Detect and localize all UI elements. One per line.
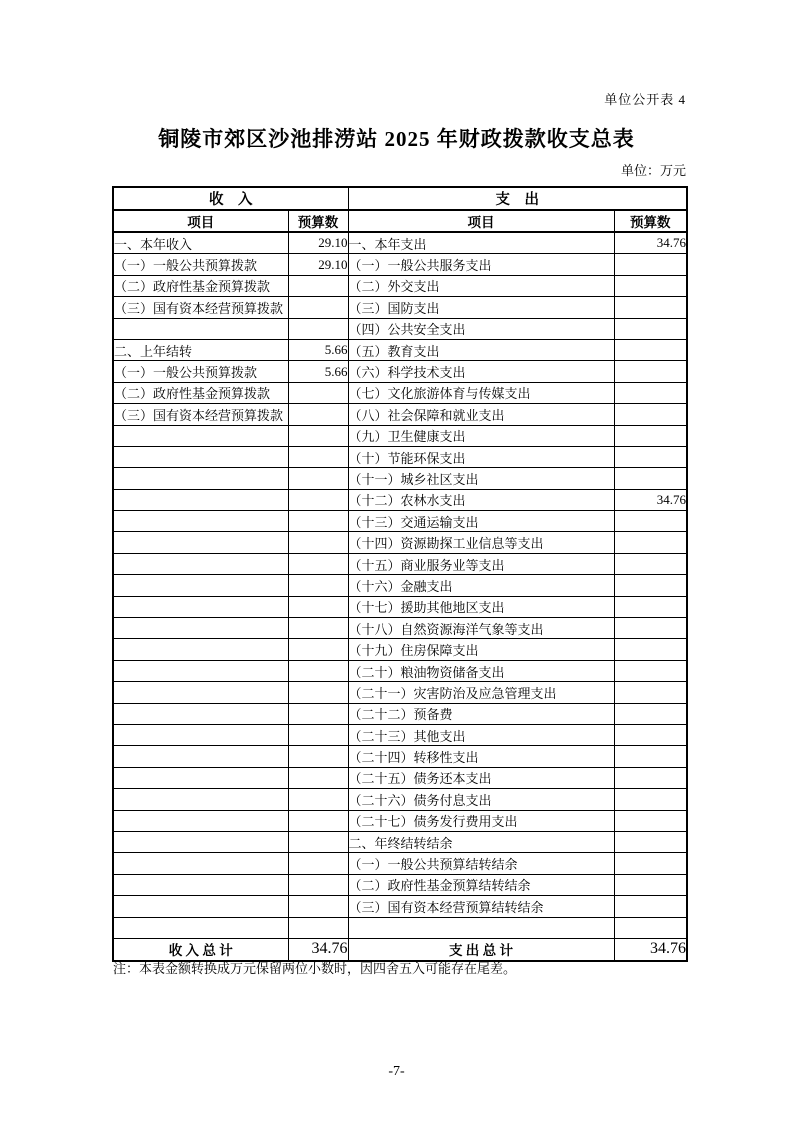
income-item-cell: [113, 553, 288, 574]
income-item-cell: [113, 917, 288, 938]
expenditure-value-cell: [614, 575, 687, 596]
income-value-cell: 29.10: [288, 232, 348, 254]
expenditure-value-cell: [614, 425, 687, 446]
income-item-cell: [113, 446, 288, 467]
section-header-row: [113, 187, 687, 210]
income-value-cell: [288, 553, 348, 574]
income-item-cell: [113, 532, 288, 553]
income-value-cell: [288, 853, 348, 874]
income-value-cell: [288, 511, 348, 532]
income-item-cell: （一）一般公共预算拨款: [113, 361, 288, 382]
expenditure-value-cell: [614, 767, 687, 788]
expenditure-item-cell: （三）国防支出: [348, 297, 614, 318]
expenditure-item-cell: （六）科学技术支出: [348, 361, 614, 382]
income-item-cell: [113, 703, 288, 724]
table-row: [113, 874, 687, 895]
income-value-cell: [288, 703, 348, 724]
income-item-cell: （三）国有资本经营预算拨款: [113, 297, 288, 318]
table-row: [113, 746, 687, 767]
income-item-cell: [113, 318, 288, 339]
expenditure-value-cell: [614, 553, 687, 574]
expenditure-value-cell: [614, 382, 687, 403]
table-row: [113, 232, 687, 254]
expenditure-item-cell: （三）国有资本经营预算结转结余: [348, 896, 614, 917]
table-row: [113, 596, 687, 617]
expenditure-value-cell: 34.76: [614, 489, 687, 510]
income-item-cell: [113, 831, 288, 852]
income-item-column-header: 项目: [113, 210, 288, 232]
income-item-cell: （二）政府性基金预算拨款: [113, 275, 288, 296]
expenditure-item-cell: （十九）住房保障支出: [348, 639, 614, 660]
income-value-cell: [288, 896, 348, 917]
income-item-cell: [113, 767, 288, 788]
expenditure-item-cell: （十八）自然资源海洋气象等支出: [348, 618, 614, 639]
income-value-cell: [288, 660, 348, 681]
income-item-cell: [113, 660, 288, 681]
table-row: [113, 896, 687, 917]
income-value-cell: [288, 618, 348, 639]
table-row: [113, 318, 687, 339]
income-value-cell: [288, 297, 348, 318]
expenditure-item-cell: （二十）粮油物资储备支出: [348, 660, 614, 681]
expenditure-item-cell: （一）一般公共预算结转结余: [348, 853, 614, 874]
income-item-cell: [113, 874, 288, 895]
income-item-cell: （三）国有资本经营预算拨款: [113, 404, 288, 425]
expenditure-value-cell: [614, 896, 687, 917]
table-row: [113, 361, 687, 382]
expenditure-value-cell: [614, 853, 687, 874]
income-item-cell: [113, 468, 288, 489]
income-item-cell: [113, 511, 288, 532]
expenditure-value-cell: [614, 810, 687, 831]
expenditure-value-cell: [614, 297, 687, 318]
table-row: [113, 831, 687, 852]
income-item-cell: [113, 896, 288, 917]
table-row: [113, 575, 687, 596]
income-value-cell: [288, 917, 348, 938]
expenditure-item-cell: （十七）援助其他地区支出: [348, 596, 614, 617]
table-row: [113, 660, 687, 681]
income-item-cell: [113, 853, 288, 874]
expenditure-value-cell: [614, 532, 687, 553]
expenditure-item-column-header: 项目: [348, 210, 614, 232]
expenditure-value-cell: [614, 746, 687, 767]
income-item-cell: 二、上年结转: [113, 339, 288, 360]
expenditure-item-cell: （二十一）灾害防治及应急管理支出: [348, 682, 614, 703]
income-item-cell: [113, 682, 288, 703]
income-section-header: 收 入: [113, 187, 348, 210]
expenditure-item-cell: （十六）金融支出: [348, 575, 614, 596]
table-body: [113, 232, 687, 938]
income-value-cell: [288, 639, 348, 660]
expenditure-value-cell: [614, 789, 687, 810]
expenditure-value-cell: [614, 831, 687, 852]
table-row: [113, 789, 687, 810]
income-value-cell: [288, 404, 348, 425]
expenditure-item-cell: （十一）城乡社区支出: [348, 468, 614, 489]
expenditure-value-cell: [614, 275, 687, 296]
table-row: [113, 810, 687, 831]
expenditure-item-cell: （十五）商业服务业等支出: [348, 553, 614, 574]
table-row: [113, 297, 687, 318]
table-row: [113, 917, 687, 938]
expenditure-value-cell: [614, 703, 687, 724]
expenditure-item-cell: （十二）农林水支出: [348, 489, 614, 510]
expenditure-budget-column-header: 预算数: [614, 210, 687, 232]
expenditure-total-value: 34.76: [614, 938, 687, 961]
table-row: [113, 853, 687, 874]
table-row: [113, 767, 687, 788]
table-row: [113, 404, 687, 425]
expenditure-section-header: 支 出: [348, 187, 687, 210]
expenditure-item-cell: （四）公共安全支出: [348, 318, 614, 339]
income-value-cell: [288, 596, 348, 617]
expenditure-value-cell: 34.76: [614, 232, 687, 254]
income-value-cell: [288, 789, 348, 810]
table-row: [113, 724, 687, 745]
table-row: [113, 468, 687, 489]
budget-table: [112, 186, 688, 962]
income-value-cell: 5.66: [288, 361, 348, 382]
income-item-cell: （二）政府性基金预算拨款: [113, 382, 288, 403]
expenditure-item-cell: （十三）交通运输支出: [348, 511, 614, 532]
expenditure-value-cell: [614, 361, 687, 382]
expenditure-value-cell: [614, 596, 687, 617]
income-value-cell: [288, 425, 348, 446]
footnote: 注：本表金额转换成万元保留两位小数时，因四舍五入可能存在尾差。: [113, 961, 517, 976]
income-value-cell: [288, 682, 348, 703]
table-row: [113, 639, 687, 660]
income-value-cell: 5.66: [288, 339, 348, 360]
expenditure-value-cell: [614, 724, 687, 745]
expenditure-item-cell: （二十五）债务还本支出: [348, 767, 614, 788]
expenditure-item-cell: （二十七）债务发行费用支出: [348, 810, 614, 831]
expenditure-value-cell: [614, 660, 687, 681]
income-budget-column-header: 预算数: [288, 210, 348, 232]
table-row: [113, 275, 687, 296]
expenditure-item-cell: （十四）资源勘探工业信息等支出: [348, 532, 614, 553]
income-item-cell: [113, 618, 288, 639]
income-value-cell: [288, 446, 348, 467]
income-total-label: 收 入 总 计: [113, 938, 288, 961]
table-head: [113, 187, 687, 232]
income-item-cell: [113, 746, 288, 767]
table-row: [113, 339, 687, 360]
expenditure-item-cell: （二）外交支出: [348, 275, 614, 296]
income-value-cell: [288, 810, 348, 831]
table-row: [113, 511, 687, 532]
expenditure-item-cell: （七）文化旅游体育与传媒支出: [348, 382, 614, 403]
income-value-cell: [288, 767, 348, 788]
table-row: [113, 532, 687, 553]
income-value-cell: [288, 746, 348, 767]
income-item-cell: [113, 575, 288, 596]
table-row: [113, 553, 687, 574]
expenditure-item-cell: （二十六）债务付息支出: [348, 789, 614, 810]
income-item-cell: [113, 596, 288, 617]
income-item-cell: （一）一般公共预算拨款: [113, 254, 288, 275]
income-item-cell: 一、本年收入: [113, 232, 288, 254]
income-item-cell: [113, 425, 288, 446]
expenditure-value-cell: [614, 339, 687, 360]
expenditure-item-cell: [348, 917, 614, 938]
income-total-value: 34.76: [288, 938, 348, 961]
expenditure-item-cell: （八）社会保障和就业支出: [348, 404, 614, 425]
table-row: [113, 425, 687, 446]
expenditure-item-cell: 二、年终结转结余: [348, 831, 614, 852]
income-item-cell: [113, 489, 288, 510]
income-item-cell: [113, 639, 288, 660]
income-value-cell: [288, 468, 348, 489]
expenditure-value-cell: [614, 511, 687, 532]
table-row: [113, 618, 687, 639]
page-title: 铜陵市郊区沙池排涝站 2025 年财政拨款收支总表: [158, 127, 635, 151]
income-value-cell: [288, 275, 348, 296]
expenditure-value-cell: [614, 917, 687, 938]
income-item-cell: [113, 724, 288, 745]
expenditure-item-cell: （二十二）预备费: [348, 703, 614, 724]
expenditure-item-cell: （五）教育支出: [348, 339, 614, 360]
page-number: -7-: [388, 1064, 405, 1079]
income-value-cell: [288, 318, 348, 339]
expenditure-value-cell: [614, 618, 687, 639]
income-value-cell: [288, 382, 348, 403]
expenditure-value-cell: [614, 404, 687, 425]
income-item-cell: [113, 810, 288, 831]
expenditure-value-cell: [614, 254, 687, 275]
expenditure-value-cell: [614, 682, 687, 703]
expenditure-item-cell: 一、本年支出: [348, 232, 614, 254]
column-header-row: [113, 210, 687, 232]
expenditure-total-label: 支 出 总 计: [348, 938, 614, 961]
income-value-cell: [288, 575, 348, 596]
table-row: [113, 382, 687, 403]
expenditure-value-cell: [614, 446, 687, 467]
income-value-cell: [288, 874, 348, 895]
income-value-cell: [288, 532, 348, 553]
expenditure-value-cell: [614, 468, 687, 489]
income-value-cell: 29.10: [288, 254, 348, 275]
table-row: [113, 703, 687, 724]
income-value-cell: [288, 489, 348, 510]
expenditure-item-cell: （一）一般公共服务支出: [348, 254, 614, 275]
income-value-cell: [288, 831, 348, 852]
expenditure-item-cell: （二）政府性基金预算结转结余: [348, 874, 614, 895]
table-row: [113, 446, 687, 467]
expenditure-item-cell: （十）节能环保支出: [348, 446, 614, 467]
table-row: [113, 489, 687, 510]
expenditure-value-cell: [614, 874, 687, 895]
table-row: [113, 254, 687, 275]
table-row: [113, 682, 687, 703]
expenditure-item-cell: （九）卫生健康支出: [348, 425, 614, 446]
expenditure-item-cell: （二十三）其他支出: [348, 724, 614, 745]
unit-note: 单位：万元: [620, 163, 686, 178]
expenditure-value-cell: [614, 639, 687, 660]
expenditure-value-cell: [614, 318, 687, 339]
expenditure-item-cell: （二十四）转移性支出: [348, 746, 614, 767]
income-item-cell: [113, 789, 288, 810]
income-value-cell: [288, 724, 348, 745]
doc-label: 单位公开表 4: [604, 92, 686, 107]
